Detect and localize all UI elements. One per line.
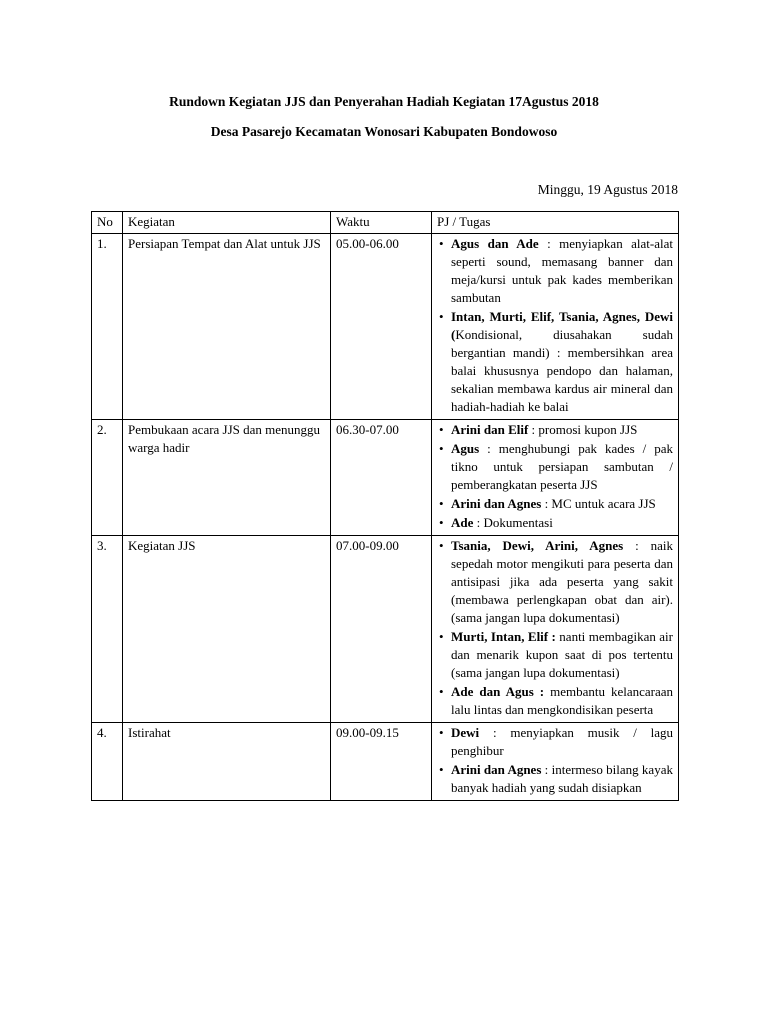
- task-assignee: Arini dan Elif: [451, 422, 529, 437]
- table-header-row: [92, 212, 679, 234]
- row-number: 2.: [92, 420, 123, 536]
- row-waktu: 07.00-09.00: [331, 536, 432, 723]
- bullet-icon: •: [439, 629, 444, 644]
- task-assignee: Ade: [451, 515, 474, 530]
- task-assignee: Arini dan Agnes: [451, 496, 542, 511]
- bullet-icon: •: [439, 538, 444, 553]
- column-header-waktu: Waktu: [331, 212, 432, 234]
- task-description: : intermeso bilang kayak banyak hadiah yang sudah disiapkan: [451, 762, 673, 795]
- task-assignee: Intan, Murti, Elif, Tsania, Agnes, Dewi (: [451, 309, 673, 342]
- task-description: : menyiapkan alat-alat seperti sound, memasang banner dan meja/kursi untuk pak kades memberikan sambutan: [451, 236, 673, 305]
- task-description: : menyiapkan musik / lagu penghibur: [451, 725, 673, 758]
- bullet-icon: •: [439, 515, 444, 530]
- row-kegiatan: Kegiatan JJS: [123, 536, 331, 723]
- bullet-icon: •: [439, 441, 444, 456]
- task-description: : naik sepedah motor mengikuti para peserta dan antisipasi jika ada peserta yang sakit (membawa perlengkapan obat dan air). (sama jangan lupa dokumentasi): [451, 538, 673, 625]
- task-description: Kondisional, diusahakan sudah bergantian mandi) : membersihkan area balai khususnya pendopo dan halaman, sekalian membawa kardus air mineral dan hadiah-hadiah ke balai: [451, 327, 673, 414]
- task-item: [437, 308, 673, 416]
- task-description: : Dokumentasi: [473, 515, 553, 530]
- row-tugas: [432, 536, 679, 723]
- task-description: nanti membagikan air dan menarik kupon saat di pos tertentu (sama jangan lupa dokumentasi): [451, 629, 673, 680]
- task-assignee: Arini dan Agnes: [451, 762, 542, 777]
- task-assignee: Tsania, Dewi, Arini, Agnes: [451, 538, 624, 553]
- task-description: : promosi kupon JJS: [528, 422, 638, 437]
- row-kegiatan: Persiapan Tempat dan Alat untuk JJS: [123, 234, 331, 420]
- table-row: [92, 536, 679, 723]
- row-number: 4.: [92, 723, 123, 801]
- task-item: [437, 724, 673, 760]
- task-item: [437, 440, 673, 494]
- task-item: [437, 761, 673, 797]
- row-kegiatan: Pembukaan acara JJS dan menunggu warga hadir: [123, 420, 331, 536]
- column-header-pj-tugas: PJ / Tugas: [432, 212, 679, 234]
- table-row: [92, 420, 679, 536]
- task-item: [437, 537, 673, 627]
- row-number: 3.: [92, 536, 123, 723]
- task-description: : menghubungi pak kades / pak tikno untuk persiapan sambutan / pemberangkatan peserta JJS: [451, 441, 673, 492]
- row-tugas: [432, 723, 679, 801]
- task-assignee: Ade dan Agus :: [451, 684, 545, 699]
- task-item: [437, 514, 673, 532]
- row-number: 1.: [92, 234, 123, 420]
- task-item: [437, 421, 673, 439]
- table-row: [92, 234, 679, 420]
- row-waktu: 06.30-07.00: [331, 420, 432, 536]
- column-header-no: No: [92, 212, 123, 234]
- task-item: [437, 683, 673, 719]
- task-assignee: Dewi: [451, 725, 480, 740]
- bullet-icon: •: [439, 725, 444, 740]
- bullet-icon: •: [439, 236, 444, 251]
- column-header-kegiatan: Kegiatan: [123, 212, 331, 234]
- task-assignee: Agus dan Ade: [451, 236, 539, 251]
- task-list: [437, 724, 673, 797]
- task-description: membantu kelancaraan lalu lintas dan mengkondisikan peserta: [451, 684, 673, 717]
- document-date: Minggu, 19 Agustus 2018: [537, 182, 678, 197]
- bullet-icon: •: [439, 762, 444, 777]
- task-item: [437, 235, 673, 307]
- row-waktu: 05.00-06.00: [331, 234, 432, 420]
- task-description: : MC untuk acara JJS: [541, 496, 656, 511]
- document-title: Rundown Kegiatan JJS dan Penyerahan Hadiah Kegiatan 17Agustus 2018: [169, 94, 599, 109]
- document-subtitle: Desa Pasarejo Kecamatan Wonosari Kabupaten Bondowoso: [210, 124, 558, 139]
- task-list: [437, 235, 673, 416]
- row-tugas: [432, 234, 679, 420]
- task-item: [437, 495, 673, 513]
- bullet-icon: •: [439, 684, 444, 699]
- task-assignee: Murti, Intan, Elif :: [451, 629, 556, 644]
- task-list: [437, 537, 673, 719]
- task-assignee: Agus: [451, 441, 480, 456]
- task-list: [437, 421, 673, 532]
- bullet-icon: •: [439, 309, 444, 324]
- bullet-icon: •: [439, 496, 444, 511]
- row-kegiatan: Istirahat: [123, 723, 331, 801]
- rundown-table: [91, 211, 679, 801]
- bullet-icon: •: [439, 422, 444, 437]
- task-item: [437, 628, 673, 682]
- row-waktu: 09.00-09.15: [331, 723, 432, 801]
- row-tugas: [432, 420, 679, 536]
- table-row: [92, 723, 679, 801]
